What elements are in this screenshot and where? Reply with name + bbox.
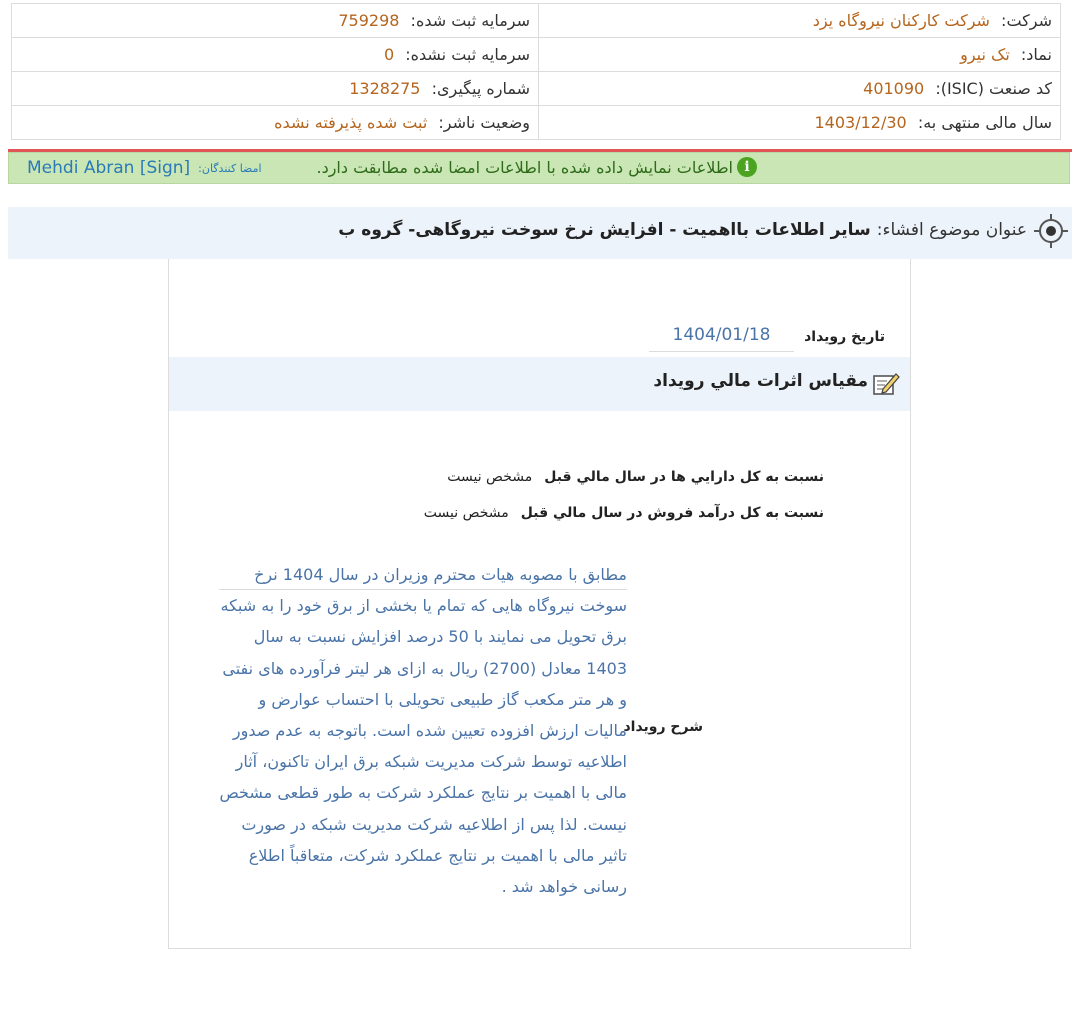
isic-label: کد صنعت (ISIC): <box>935 79 1052 98</box>
registered-capital-value: 759298 <box>338 11 400 30</box>
signer-link[interactable]: Mehdi Abran [Sign] <box>27 158 191 178</box>
publisher-status-label: وضعیت ناشر: <box>438 113 530 132</box>
fiscal-year-label: سال مالی منتهی به: <box>917 113 1052 132</box>
description-rule <box>219 589 627 590</box>
company-info-table <box>11 3 1061 140</box>
publisher-status-cell <box>12 106 539 140</box>
symbol-value[interactable]: تک نیرو <box>960 45 1010 64</box>
info-row <box>12 72 1061 106</box>
event-date-row <box>649 321 885 353</box>
ratio-revenue-value: مشخص نيست <box>423 505 509 521</box>
subject-label: عنوان موضوع افشاء: <box>876 220 1027 240</box>
unregistered-capital-value: 0 <box>383 45 395 64</box>
ratio-revenue-row <box>424 505 824 521</box>
publisher-status-value: ثبت شده پذیرفته نشده <box>274 113 428 132</box>
edit-icon <box>872 370 900 396</box>
company-cell <box>539 4 1061 38</box>
signature-message <box>316 157 757 177</box>
info-row <box>12 38 1061 72</box>
ratio-assets-row <box>447 469 824 485</box>
section-header <box>169 357 910 411</box>
subject-text <box>338 207 1027 253</box>
unregistered-capital-cell <box>12 38 539 72</box>
target-icon <box>1034 214 1068 248</box>
ratio-revenue-label: نسبت به کل درآمد فروش در سال مالي قبل <box>520 505 824 521</box>
isic-value: 401090 <box>863 79 925 98</box>
fiscal-year-value: 1403/12/30 <box>814 113 907 132</box>
description-box <box>219 559 627 902</box>
event-date-value: 1404/01/18 <box>649 321 794 352</box>
fiscal-year-cell <box>539 106 1061 140</box>
section-title: مقياس اثرات مالي رويداد <box>653 371 868 391</box>
description-label: شرح رويداد <box>623 719 703 735</box>
unregistered-capital-label: سرمایه ثبت نشده: <box>405 45 530 64</box>
symbol-cell <box>539 38 1061 72</box>
signers <box>27 153 262 183</box>
company-label: شرکت: <box>1001 11 1052 30</box>
description-text: مطابق با مصوبه هیات محترم وزیران در سال 1404 نرخ سوخت نیروگاه هایی که تمام یا بخشی از برق خود را به شبکه برق تحویل می نمایند با 50 درصد افزایش نسبت به سال 1403 معادل (2700) ریال به ازای هر لیتر فرآورده های نفتی و هر متر مکعب گاز طبیعی تحویلی با احتساب عوارض و مالیات ارزش افزوده تعیین شده است. باتوجه به عدم صدور اطلاعیه توسط شرکت مدیریت شبکه برق ایران تاکنون، آثار مالی با اهمیت بر نتایج عملکرد شرکت به طور قطعی مشخص نیست. لذا پس از اطلاعیه شرکت مدیریت شبکه در صورت تاثیر مالی با اهمیت بر نتایج عملکرد شرکت، متعاقباً اطلاع رسانی خواهد شد . <box>219 565 627 897</box>
tracking-value: 1328275 <box>349 79 421 98</box>
info-icon: i <box>737 157 757 177</box>
signers-label: امضا کنندگان: <box>198 161 262 175</box>
company-value[interactable]: شرکت کارکنان نیروگاه یزد <box>812 11 990 30</box>
ratio-assets-label: نسبت به کل دارايي ها در سال مالي قبل <box>544 469 824 485</box>
registered-capital-cell <box>12 4 539 38</box>
tracking-label: شماره پیگیری: <box>431 79 530 98</box>
isic-cell <box>539 72 1061 106</box>
ratio-assets-value: مشخص نيست <box>447 469 533 485</box>
info-row <box>12 106 1061 140</box>
subject-value: سایر اطلاعات بااهمیت - افزایش نرخ سوخت نیروگاهی- گروه ب <box>338 220 871 240</box>
event-panel <box>168 259 911 949</box>
info-row <box>12 4 1061 38</box>
event-date-label: تاریخ رویداد <box>804 329 885 345</box>
signature-message-text: اطلاعات نمایش داده شده با اطلاعات امضا شده مطابقت دارد. <box>316 157 733 177</box>
symbol-label: نماد: <box>1020 45 1052 64</box>
tracking-cell <box>12 72 539 106</box>
registered-capital-label: سرمایه ثبت شده: <box>410 11 530 30</box>
subject-bar <box>8 207 1072 259</box>
signature-bar <box>8 152 1070 184</box>
